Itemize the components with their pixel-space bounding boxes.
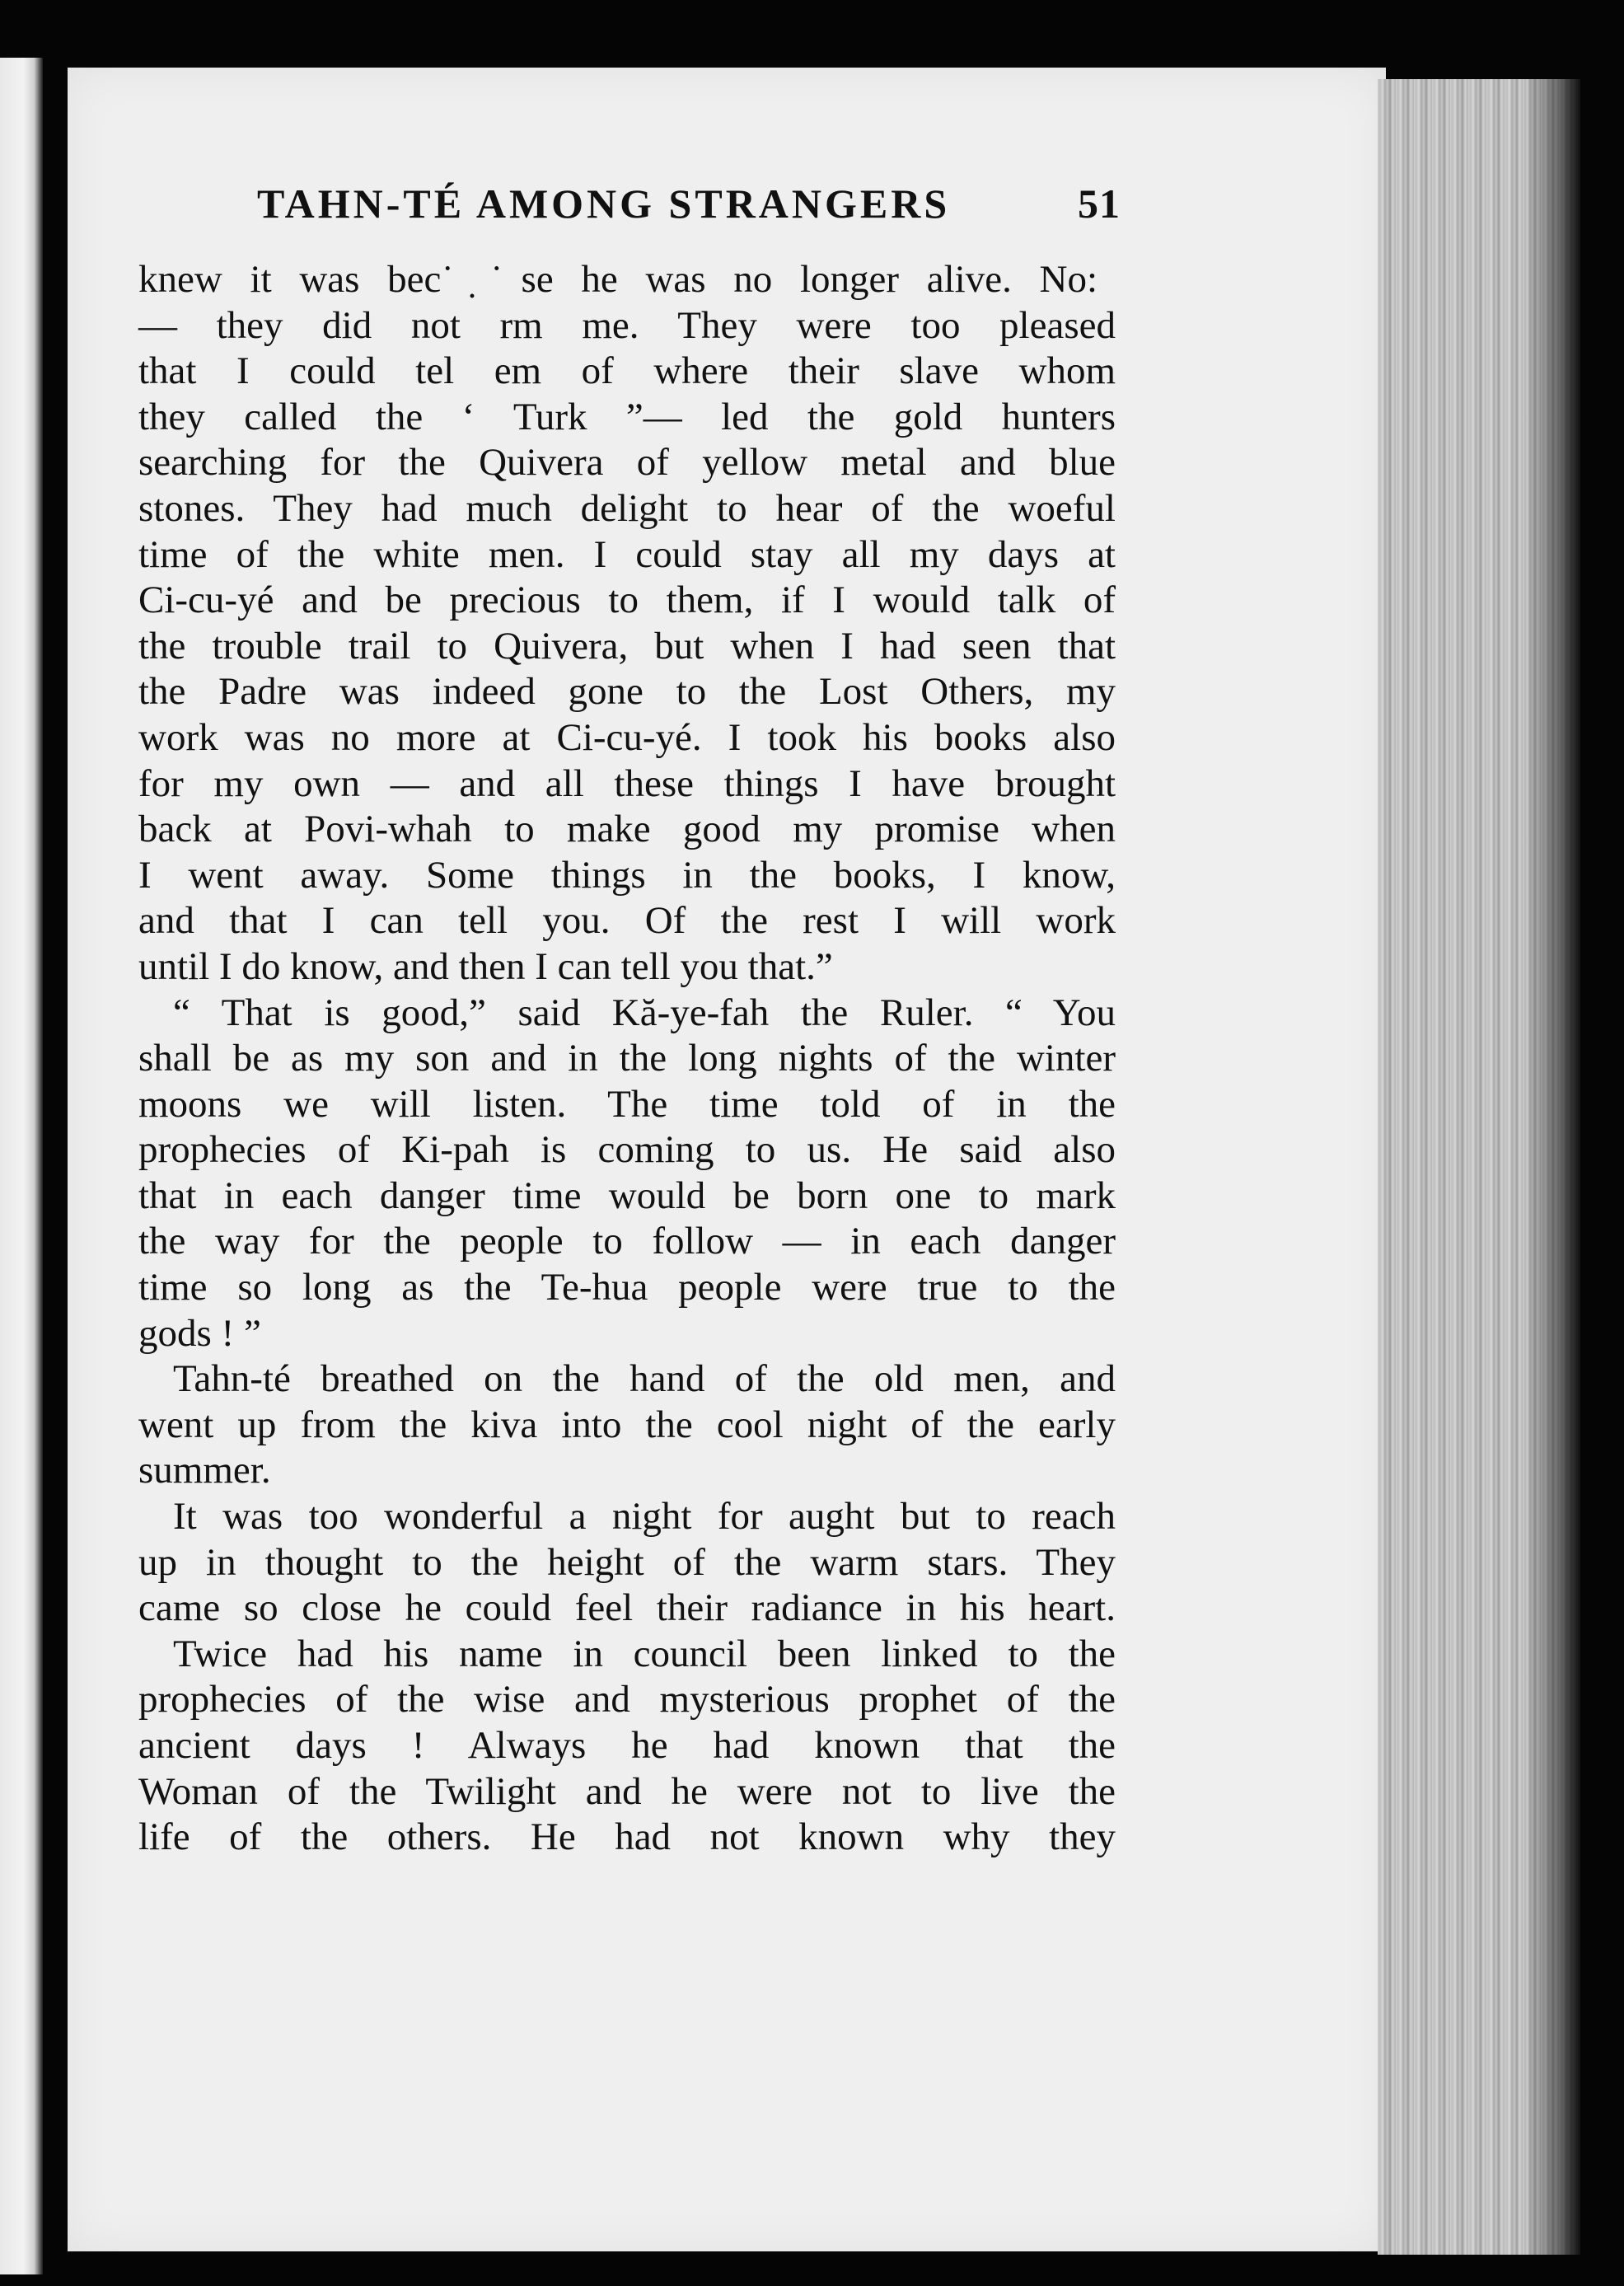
- page-number: 51: [1078, 180, 1121, 227]
- text-line: summer.: [138, 1449, 271, 1492]
- page-body-text: [138, 257, 1116, 1861]
- text-line: shall be as my son and in the long nights of the winter: [138, 1037, 1116, 1080]
- text-line: the way for the people to follow — in each danger: [138, 1220, 1116, 1263]
- text-line: that in each danger time would be born one to mark: [138, 1173, 1116, 1217]
- text-line: It was too wonderful a night for aught but to reach: [173, 1495, 1116, 1539]
- text-line: came so close he could feel their radiance in his heart.: [138, 1586, 1116, 1630]
- text-line: up in thought to the height of the warm stars. They: [138, 1540, 1116, 1584]
- text-line: I went away. Some things in the books, I know,: [138, 853, 1116, 897]
- page-header: [257, 180, 1121, 237]
- text-line: went up from the kiva into the cool night of the early: [138, 1403, 1116, 1446]
- text-line: the trouble trail to Quivera, but when I had seen that: [138, 624, 1116, 668]
- text-line: prophecies of the wise and mysterious prophet of the: [138, 1678, 1116, 1722]
- previous-page-edge: [0, 58, 43, 2274]
- text-line: knew it was bec˙̣˙se he was no longer alive. No:: [138, 258, 1098, 301]
- text-line: “ That is good,” said Kă-ye-fah the Ruler. “ You: [173, 991, 1116, 1034]
- text-line: prophecies of Ki-pah is coming to us. He said also: [138, 1128, 1116, 1172]
- text-line: that I could tel em of where their slave whom: [138, 349, 1116, 393]
- text-line: back at Povi-whah to make good my promise when: [138, 808, 1116, 851]
- text-line: Ci-cu-yé and be precious to them, if I would talk of: [138, 579, 1116, 622]
- text-line: — they did not rm me. They were too pleased: [138, 303, 1116, 347]
- text-line: gods ! ”: [138, 1311, 261, 1355]
- text-line: Tahn-té breathed on the hand of the old men, and: [173, 1357, 1116, 1401]
- book-spine-edge: [1378, 79, 1580, 2255]
- text-line: they called the ‘ Turk ”— led the gold hunters: [138, 395, 1116, 438]
- text-line: the Padre was indeed gone to the Lost Others, my: [138, 670, 1116, 714]
- text-line: work was no more at Ci-cu-yé. I took his books also: [138, 715, 1116, 759]
- text-line: and that I can tell you. Of the rest I will work: [138, 899, 1116, 943]
- text-line: Woman of the Twilight and he were not to live the: [138, 1769, 1116, 1813]
- text-line: until I do know, and then I can tell you that.”: [138, 944, 833, 988]
- text-line: life of the others. He had not known why they: [138, 1815, 1116, 1859]
- text-line: Twice had his name in council been linked to the: [173, 1632, 1116, 1675]
- running-title: TAHN-TÉ AMONG STRANGERS: [257, 180, 951, 227]
- text-line: stones. They had much delight to hear of the woeful: [138, 486, 1116, 530]
- text-line: time so long as the Te-hua people were true to the: [138, 1266, 1116, 1309]
- text-line: time of the white men. I could stay all my days at: [138, 532, 1116, 576]
- text-line: ancient days ! Always he had known that the: [138, 1724, 1116, 1767]
- text-line: moons we will listen. The time told of in the: [138, 1082, 1116, 1126]
- text-line: searching for the Quivera of yellow metal and blue: [138, 441, 1116, 485]
- text-line: for my own — and all these things I have brought: [138, 761, 1116, 805]
